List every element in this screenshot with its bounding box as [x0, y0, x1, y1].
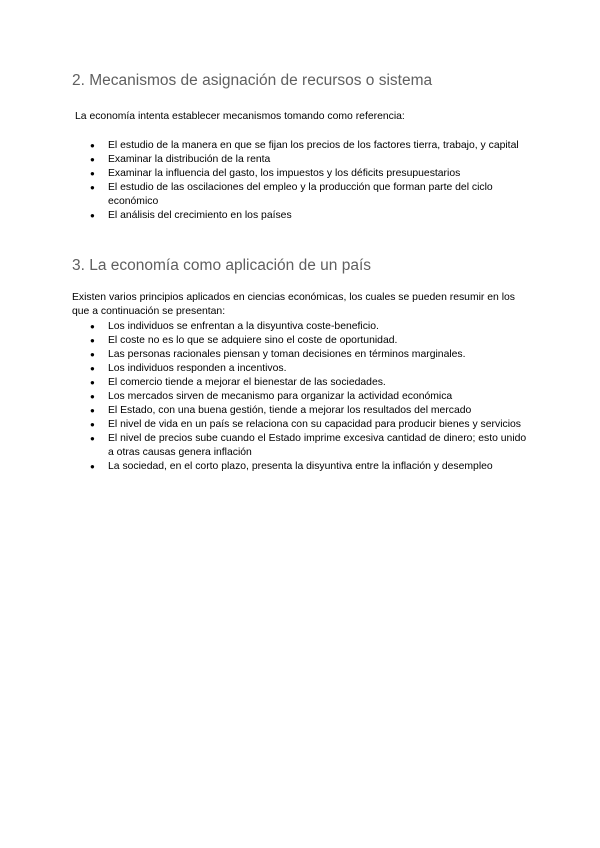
bullet-icon: ● [90, 183, 95, 192]
list-item-text: Los individuos responden a incentivos. [108, 363, 287, 374]
list-item [90, 460, 530, 474]
list-item [90, 167, 530, 181]
bullet-icon: ● [90, 364, 95, 373]
section-2-heading: 2. Mecanismos de asignación de recursos o sistema [72, 72, 433, 89]
list-item-text: El coste no es lo que se adquiere sino el coste de oportunidad. [108, 335, 398, 346]
list-item-text: Las personas racionales piensan y toman decisiones en términos marginales. [108, 349, 466, 360]
bullet-icon: ● [90, 406, 95, 415]
list-item-text: El Estado, con una buena gestión, tiende a mejorar los resultados del mercado [108, 405, 472, 416]
bullet-icon: ● [90, 169, 95, 178]
bullet-icon: ● [90, 141, 95, 150]
section-2-list [90, 139, 530, 223]
list-item [90, 362, 530, 376]
list-item-text: El estudio de las oscilaciones del empleo y la producción que forman parte del ciclo económico [108, 182, 493, 207]
list-item [90, 334, 530, 348]
list-item [90, 418, 530, 432]
bullet-icon: ● [90, 434, 95, 443]
list-item-text: El estudio de la manera en que se fijan los precios de los factores tierra, trabajo, y capital [108, 140, 519, 151]
bullet-icon: ● [90, 462, 95, 471]
list-item [90, 320, 530, 334]
list-item [90, 432, 530, 460]
bullet-icon: ● [90, 155, 95, 164]
list-item-text: El nivel de precios sube cuando el Estado imprime excesiva cantidad de dinero; esto unido a otras causas genera inflación [108, 433, 527, 458]
list-item [90, 376, 530, 390]
section-3-intro: Existen varios principios aplicados en ciencias económicas, los cuales se pueden resumir en los que a continuación se presentan: [72, 292, 515, 317]
list-item-text: El comercio tiende a mejorar el bienestar de las sociedades. [108, 377, 386, 388]
section-3-list [90, 320, 530, 474]
section-3-heading: 3. La economía como aplicación de un país [72, 257, 371, 274]
bullet-icon: ● [90, 420, 95, 429]
list-item [90, 348, 530, 362]
list-item [90, 139, 530, 153]
bullet-icon: ● [90, 350, 95, 359]
list-item-text: El nivel de vida en un país se relaciona con su capacidad para producir bienes y servicios [108, 419, 521, 430]
bullet-icon: ● [90, 322, 95, 331]
bullet-icon: ● [90, 392, 95, 401]
bullet-icon: ● [90, 211, 95, 220]
bullet-icon: ● [90, 336, 95, 345]
list-item-text: Los mercados sirven de mecanismo para organizar la actividad económica [108, 391, 453, 402]
bullet-icon: ● [90, 378, 95, 387]
list-item-text: La sociedad, en el corto plazo, presenta la disyuntiva entre la inflación y desempleo [108, 461, 493, 472]
list-item [90, 404, 530, 418]
list-item [90, 209, 530, 223]
list-item-text: Examinar la distribución de la renta [108, 154, 271, 165]
list-item [90, 153, 530, 167]
list-item-text: Examinar la influencia del gasto, los impuestos y los déficits presupuestarios [108, 168, 461, 179]
list-item [90, 390, 530, 404]
list-item [90, 181, 530, 209]
section-2-intro: La economía intenta establecer mecanismos tomando como referencia: [75, 111, 405, 122]
list-item-text: Los individuos se enfrentan a la disyuntiva coste-beneficio. [108, 321, 379, 332]
list-item-text: El análisis del crecimiento en los países [108, 210, 292, 221]
